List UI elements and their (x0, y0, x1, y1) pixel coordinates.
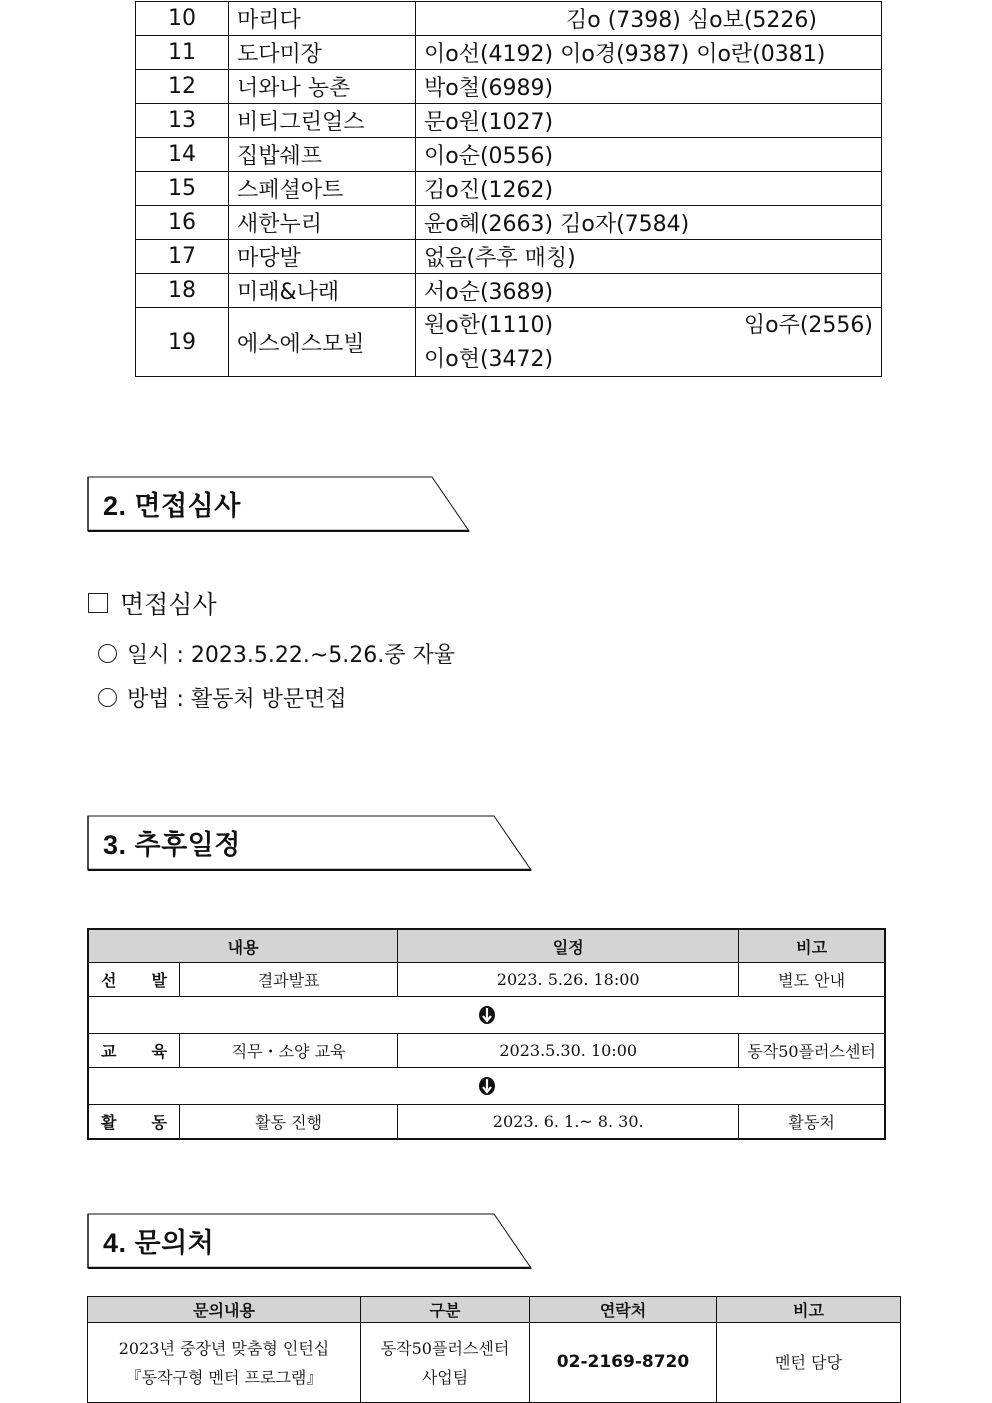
mentor-names: 없음(추후 매칭) (416, 240, 882, 274)
table-header-row (88, 1297, 901, 1323)
column-header: 일정 (398, 929, 739, 963)
section-title: 2. 면접심사 (103, 491, 241, 521)
company-name: 너와나 농촌 (229, 70, 416, 104)
table-row (136, 308, 882, 377)
row-number: 13 (136, 104, 229, 138)
note-cell: 별도 안내 (739, 963, 885, 997)
table-row (136, 36, 882, 70)
date-cell: 2023.5.30. 10:00 (398, 1034, 739, 1068)
table-row (136, 172, 882, 206)
category-cell: 활 동 (88, 1105, 180, 1140)
table-row (136, 70, 882, 104)
note-cell: 멘턴 담당 (717, 1323, 901, 1403)
arrow-row (88, 997, 885, 1034)
inquiry-content-cell: 2023년 중장년 맞춤형 인턴십 『동작구형 멘터 프로그램』 (88, 1323, 361, 1403)
note-cell: 활동처 (739, 1105, 885, 1140)
table-header-row (88, 929, 885, 963)
table-row (136, 138, 882, 172)
category-cell: 선 발 (88, 963, 180, 997)
table-row (136, 206, 882, 240)
table-row (136, 240, 882, 274)
mentor-names: 김o (7398) 심o보(5226) (416, 2, 882, 36)
row-number: 18 (136, 274, 229, 308)
schedule-table (87, 928, 886, 1140)
content-cell: 직무・소양 교육 (180, 1034, 398, 1068)
company-name: 마당발 (229, 240, 416, 274)
company-name: 마리다 (229, 2, 416, 36)
company-name: 스페셜아트 (229, 172, 416, 206)
interview-item-date (98, 638, 455, 669)
company-name: 집밥쉐프 (229, 138, 416, 172)
down-arrow-circle-icon (478, 1005, 496, 1025)
content-cell: 활동 진행 (180, 1105, 398, 1140)
section-header-interview (87, 476, 472, 532)
table-row (136, 104, 882, 138)
row-number: 11 (136, 36, 229, 70)
item-text: 일시 : 2023.5.22.~5.26.중 자율 (127, 643, 456, 668)
phone-number[interactable]: 02-2169-8720 (530, 1323, 717, 1403)
circle-bullet-icon (98, 644, 117, 663)
company-name: 새한누리 (229, 206, 416, 240)
column-header: 비고 (717, 1297, 901, 1323)
mentor-name: 원o한(1110) (424, 313, 554, 338)
company-name: 도다미장 (229, 36, 416, 70)
column-header: 연락처 (530, 1297, 717, 1323)
mentor-names (416, 308, 882, 377)
interview-heading (88, 585, 217, 621)
content-cell: 결과발표 (180, 963, 398, 997)
row-number: 10 (136, 2, 229, 36)
mentor-names: 서o순(3689) (416, 274, 882, 308)
table-row (136, 274, 882, 308)
company-name: 비티그린얼스 (229, 104, 416, 138)
interview-item-method (98, 682, 347, 713)
table-row (88, 963, 885, 997)
section-title: 4. 문의처 (103, 1228, 215, 1258)
note-cell: 동작50플러스센터 (739, 1034, 885, 1068)
category-cell: 교 육 (88, 1034, 180, 1068)
row-number: 19 (136, 308, 229, 377)
table-row (88, 1323, 901, 1403)
square-bullet-icon (88, 593, 108, 613)
mentor-names: 문o원(1027) (416, 104, 882, 138)
company-name: 에스에스모빌 (229, 308, 416, 377)
contact-table (87, 1296, 901, 1403)
column-header: 내용 (88, 929, 398, 963)
date-cell: 2023. 6. 1.~ 8. 30. (398, 1105, 739, 1140)
mentor-name: 이o현(3472) (424, 347, 554, 372)
section-title: 3. 추후일정 (103, 830, 241, 860)
circle-bullet-icon (98, 688, 117, 707)
column-header: 문의내용 (88, 1297, 361, 1323)
mentor-name: 임o주(2556) (743, 313, 873, 338)
mentor-names: 이o선(4192) 이o경(9387) 이o란(0381) (416, 36, 882, 70)
mentor-names: 박o철(6989) (416, 70, 882, 104)
column-header: 구분 (361, 1297, 530, 1323)
item-text: 방법 : 활동처 방문면접 (127, 687, 347, 712)
column-header: 비고 (739, 929, 885, 963)
section-header-contact (87, 1213, 534, 1269)
table-row (136, 2, 882, 36)
row-number: 12 (136, 70, 229, 104)
mentor-matching-table (135, 1, 882, 377)
table-row (88, 1105, 885, 1140)
division-cell: 동작50플러스센터 사업팀 (361, 1323, 530, 1403)
section-header-schedule (87, 815, 534, 871)
arrow-row (88, 1068, 885, 1105)
row-number: 15 (136, 172, 229, 206)
row-number: 17 (136, 240, 229, 274)
company-name: 미래&나래 (229, 274, 416, 308)
heading-text: 면접심사 (120, 590, 217, 619)
mentor-names: 윤o혜(2663) 김o자(7584) (416, 206, 882, 240)
date-cell: 2023. 5.26. 18:00 (398, 963, 739, 997)
table-row (88, 1034, 885, 1068)
down-arrow-circle-icon (478, 1076, 496, 1096)
row-number: 14 (136, 138, 229, 172)
row-number: 16 (136, 206, 229, 240)
mentor-names: 김o진(1262) (416, 172, 882, 206)
mentor-names: 이o순(0556) (416, 138, 882, 172)
